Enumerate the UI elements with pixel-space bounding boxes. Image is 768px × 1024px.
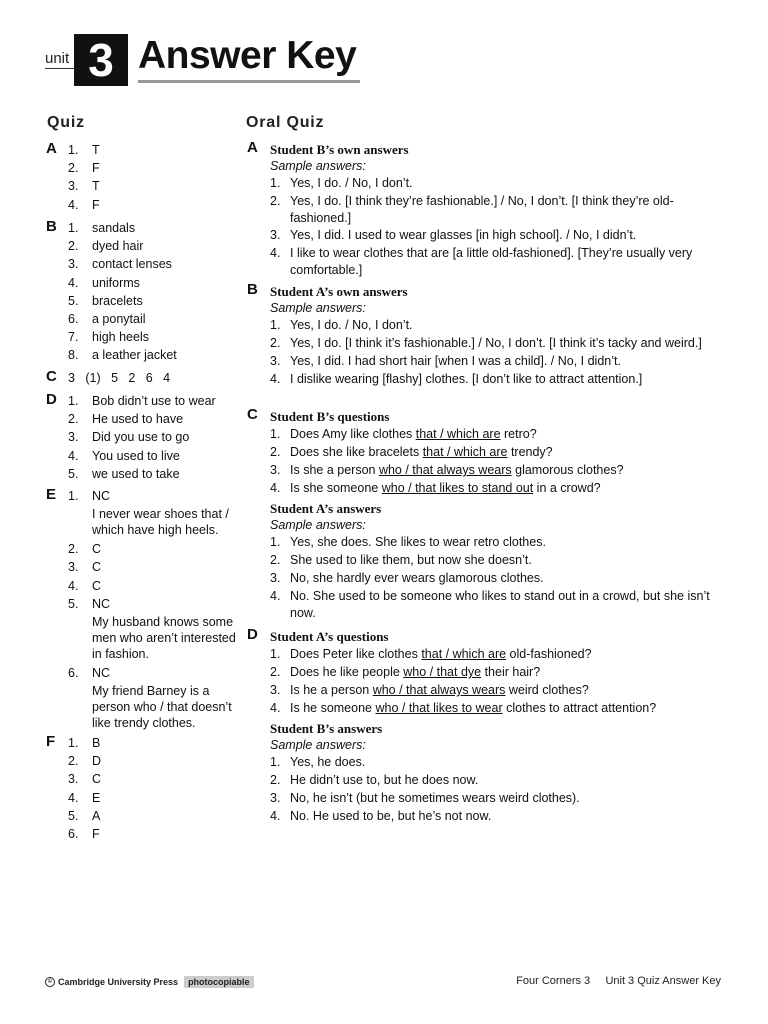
list-item <box>68 487 242 505</box>
list-item <box>68 595 242 613</box>
title-underline <box>138 80 360 83</box>
item-answer: F <box>92 197 100 212</box>
section-letter: F <box>46 733 56 750</box>
item-number: 1. <box>68 736 79 750</box>
text-pre: Is she someone <box>290 481 382 495</box>
item-text: She used to like them, but now she doesn’t. <box>290 553 532 567</box>
answer-list <box>68 141 100 214</box>
section-letter: D <box>46 391 57 408</box>
list-item <box>68 410 216 428</box>
list-item <box>68 752 101 770</box>
item-number: 2. <box>270 336 281 350</box>
list-item <box>270 174 720 192</box>
item-number: 3. <box>270 791 281 805</box>
section-letter: B <box>247 281 258 298</box>
item-number: 1. <box>270 318 281 332</box>
underlined-answer: that / which are <box>415 427 501 441</box>
footer-left <box>45 976 254 988</box>
item-number: 1. <box>270 647 281 661</box>
page-title: Answer Key <box>138 34 357 77</box>
section-letter: A <box>247 139 258 156</box>
item-answer: a ponytail <box>92 312 146 327</box>
item-answer: NC <box>92 596 111 611</box>
item-answer: C <box>92 772 102 787</box>
item-number: 1. <box>68 489 79 503</box>
item-number: 3. <box>270 571 281 585</box>
text-pre: Is he a person <box>290 683 373 697</box>
item-number: 4. <box>270 589 281 603</box>
item-text <box>290 443 720 461</box>
text-post: in a crowd? <box>533 481 601 495</box>
item-number: 4. <box>270 372 281 386</box>
section-heading: Student A’s own answers <box>270 284 408 299</box>
underlined-answer: who / that always wears <box>378 463 512 477</box>
quiz-c-answer: 3 (1) 5 2 6 4 <box>68 371 171 385</box>
item-number: 8. <box>68 348 79 363</box>
oral-quiz-title: Oral Quiz <box>246 114 325 131</box>
list-item <box>270 789 720 807</box>
item-number: 4. <box>68 448 79 463</box>
item-answer: He used to have <box>92 412 184 427</box>
item-number: 1. <box>68 394 79 408</box>
item-number: 3. <box>270 228 281 242</box>
section-heading: Student B’s own answers <box>270 142 409 157</box>
section-letter: C <box>46 368 57 385</box>
item-number: 2. <box>68 239 79 254</box>
item-number: 6. <box>68 666 79 681</box>
text-pre: Does Amy like clothes <box>290 427 416 441</box>
photocopiable-badge: photocopiable <box>184 976 254 988</box>
list-item <box>68 237 177 255</box>
sample-answers-label: Sample answers: <box>270 518 366 532</box>
item-answer: dyed hair <box>92 239 144 254</box>
item-answer: C <box>92 578 102 593</box>
list-item <box>68 734 101 752</box>
publisher: Cambridge University Press <box>58 977 179 987</box>
sample-answers-label: Sample answers: <box>270 159 366 173</box>
item-number: 6. <box>68 312 79 327</box>
list-item <box>68 292 177 310</box>
list-item <box>270 587 720 621</box>
sample-answers-label: Sample answers: <box>270 738 366 752</box>
item-number: 3. <box>68 430 79 445</box>
list-item <box>270 663 720 681</box>
text-post: their hair? <box>481 665 541 679</box>
item-number: 2. <box>68 161 79 176</box>
item-number: 3. <box>270 463 281 477</box>
list-item <box>270 370 720 388</box>
list-item <box>270 461 720 479</box>
section-heading-2: Student A’s answers <box>270 501 382 516</box>
item-answer: Did you use to go <box>92 430 190 445</box>
quiz-title: Quiz <box>47 114 85 131</box>
list-item <box>68 770 101 788</box>
item-text: Yes, he does. <box>290 755 366 769</box>
item-text <box>290 461 720 479</box>
unit-number: 3 <box>74 34 128 86</box>
item-text <box>290 663 720 681</box>
item-text <box>290 681 720 699</box>
item-number: 2. <box>270 553 281 567</box>
list-item <box>68 274 177 292</box>
copyright-icon: © <box>45 977 55 987</box>
list-item <box>270 699 720 717</box>
list-item <box>270 753 720 771</box>
item-correction: My friend Barney is a person who / that doesn’t like trendy clothes. <box>92 684 232 731</box>
text-post: old-fashioned? <box>506 647 592 661</box>
item-correction: I never wear shoes that / which have high heels. <box>92 507 229 538</box>
item-number: 2. <box>270 194 281 208</box>
footer-right: Four Corners 3 Unit 3 Quiz Answer Key <box>516 975 721 987</box>
item-text: No. He used to be, but he’s not now. <box>290 809 492 823</box>
underlined-answer: who / that likes to wear <box>375 701 503 715</box>
list-item <box>68 159 100 177</box>
underlined-answer: who / that dye <box>403 665 482 679</box>
list-item <box>270 479 720 497</box>
item-number: 2. <box>68 542 79 557</box>
item-number: 3. <box>68 257 79 272</box>
list-item <box>68 664 242 682</box>
item-number: 2. <box>270 445 281 459</box>
item-text <box>290 699 720 717</box>
list-item <box>68 255 177 273</box>
item-number: 5. <box>68 466 79 481</box>
item-text: I like to wear clothes that are [a little old-fashioned]. [They’re usually very comfortable.] <box>290 246 693 277</box>
list-item <box>68 177 100 195</box>
item-text: No, he isn’t (but he sometimes wears weird clothes). <box>290 791 580 805</box>
item-text: Yes, she does. She likes to wear retro clothes. <box>290 535 546 549</box>
item-text: No. She used to be someone who likes to stand out in a crowd, but she isn’t now. <box>290 589 710 620</box>
list-item <box>270 334 720 352</box>
item-answer: C <box>92 560 102 575</box>
item-number: 4. <box>68 275 79 290</box>
item-number: 1. <box>270 535 281 549</box>
section-body <box>270 141 720 278</box>
underlined-answer: that / which are <box>421 647 507 661</box>
section-heading: Student A’s questions <box>270 629 389 644</box>
list-item <box>270 551 720 569</box>
item-number: 3. <box>68 772 79 787</box>
item-answer: B <box>92 736 101 750</box>
list-item <box>270 807 720 825</box>
text-pre: Does she like bracelets <box>290 445 423 459</box>
item-number: 5. <box>68 293 79 308</box>
underlined-answer: who / that likes to stand out <box>381 481 534 495</box>
answer-list <box>68 734 101 843</box>
list-item <box>68 310 177 328</box>
item-number: 7. <box>68 330 79 345</box>
item-number: 4. <box>270 481 281 495</box>
item-answer: E <box>92 790 101 805</box>
list-item <box>68 428 216 446</box>
section-letter: B <box>46 218 57 235</box>
item-text: Yes, I did. I used to wear glasses [in high school]. / No, I didn’t. <box>290 228 637 242</box>
section-letter: D <box>247 626 258 643</box>
item-number: 4. <box>270 701 281 715</box>
list-item <box>270 192 720 226</box>
item-number: 2. <box>68 754 79 769</box>
list-item <box>270 771 720 789</box>
item-answer: high heels <box>92 330 149 345</box>
item-number: 5. <box>68 808 79 823</box>
underlined-answer: that / which are <box>422 445 508 459</box>
item-answer: contact lenses <box>92 257 172 272</box>
item-text: Yes, I do. [I think it’s fashionable.] / No, I don’t. [I think it’s tacky and weird.] <box>290 336 702 350</box>
list-item <box>68 807 101 825</box>
item-number: 4. <box>68 790 79 805</box>
list-item <box>270 425 720 443</box>
list-item <box>68 825 101 843</box>
item-number: 1. <box>68 143 79 157</box>
section-body <box>270 408 720 621</box>
text-pre: Is she a person <box>290 463 379 477</box>
list-item <box>68 465 216 483</box>
section-body <box>270 283 720 388</box>
item-number: 1. <box>68 221 79 235</box>
item-number: 3. <box>270 683 281 697</box>
item-answer: NC <box>92 489 111 503</box>
item-number: 4. <box>68 578 79 593</box>
item-correction: My husband knows some men who aren’t interested in fashion. <box>92 615 236 662</box>
list-item <box>68 219 177 237</box>
item-answer: T <box>92 143 100 157</box>
item-text <box>290 645 720 663</box>
item-text: Yes, I do. / No, I don’t. <box>290 318 413 332</box>
item-number: 3. <box>68 560 79 575</box>
item-number: 1. <box>270 755 281 769</box>
answer-list <box>68 487 242 733</box>
item-number: 1. <box>270 176 281 190</box>
list-item <box>270 226 720 244</box>
answer-list <box>68 219 177 365</box>
item-text: Yes, I do. / No, I don’t. <box>290 176 413 190</box>
item-answer: we used to take <box>92 466 180 481</box>
item-number: 4. <box>270 809 281 823</box>
list-item <box>270 316 720 334</box>
section-letter: E <box>46 486 57 503</box>
text-post: trendy? <box>507 445 553 459</box>
item-answer: D <box>92 754 102 769</box>
list-item <box>270 443 720 461</box>
item-number: 3. <box>270 354 281 368</box>
item-text: Yes, I did. I had short hair [when I was a child]. / No, I didn’t. <box>290 354 621 368</box>
item-number: 1. <box>270 427 281 441</box>
list-item <box>68 392 216 410</box>
item-text <box>290 425 720 443</box>
list-item <box>68 558 242 576</box>
item-answer: C <box>92 542 102 557</box>
item-answer: Bob didn’t use to wear <box>92 394 216 408</box>
item-answer: uniforms <box>92 275 140 290</box>
text-post: retro? <box>500 427 537 441</box>
item-answer: NC <box>92 666 111 681</box>
item-answer: a leather jacket <box>92 348 177 363</box>
item-text <box>290 479 720 497</box>
text-post: clothes to attract attention? <box>502 701 657 715</box>
list-item <box>68 447 216 465</box>
item-answer: F <box>92 161 100 176</box>
list-item <box>68 789 101 807</box>
text-pre: Does Peter like clothes <box>290 647 422 661</box>
text-post: weird clothes? <box>505 683 589 697</box>
item-number: 2. <box>270 665 281 679</box>
item-number: 6. <box>68 827 79 842</box>
item-answer: bracelets <box>92 293 143 308</box>
unit-label: unit <box>45 50 70 67</box>
text-post: glamorous clothes? <box>511 463 624 477</box>
list-item <box>68 328 177 346</box>
item-text: No, she hardly ever wears glamorous clothes. <box>290 571 544 585</box>
item-text: He didn’t use to, but he does now. <box>290 773 479 787</box>
list-item <box>270 352 720 370</box>
list-item <box>68 540 242 558</box>
item-answer: F <box>92 827 100 842</box>
list-item <box>68 346 177 364</box>
list-item <box>270 533 720 551</box>
item-text: Yes, I do. [I think they’re fashionable.] / No, I don’t. [I think they’re old-fashioned.] <box>290 194 674 225</box>
section-heading-2: Student B’s answers <box>270 721 383 736</box>
item-number: 2. <box>68 412 79 427</box>
item-number: 2. <box>270 773 281 787</box>
list-item <box>68 141 100 159</box>
answer-list <box>68 392 216 483</box>
list-item <box>270 569 720 587</box>
item-number: 4. <box>270 246 281 260</box>
sample-answers-label: Sample answers: <box>270 301 366 315</box>
item-answer: A <box>92 808 101 823</box>
item-answer: You used to live <box>92 448 180 463</box>
list-item <box>270 244 720 278</box>
unit-rule <box>45 68 75 69</box>
item-number: 5. <box>68 596 79 611</box>
item-number: 4. <box>68 197 79 212</box>
list-item <box>270 681 720 699</box>
text-pre: Is he someone <box>290 701 376 715</box>
section-body <box>270 628 720 825</box>
list-item <box>68 577 242 595</box>
list-item <box>270 645 720 663</box>
section-letter: C <box>247 406 258 423</box>
item-answer: T <box>92 179 100 194</box>
section-heading: Student B’s questions <box>270 409 390 424</box>
item-number: 3. <box>68 179 79 194</box>
item-text: I dislike wearing [flashy] clothes. [I don’t like to attract attention.] <box>290 372 643 386</box>
section-letter: A <box>46 140 57 157</box>
text-pre: Does he like people <box>290 665 404 679</box>
list-item <box>68 196 100 214</box>
item-answer: sandals <box>92 221 136 235</box>
underlined-answer: who / that always wears <box>372 683 506 697</box>
